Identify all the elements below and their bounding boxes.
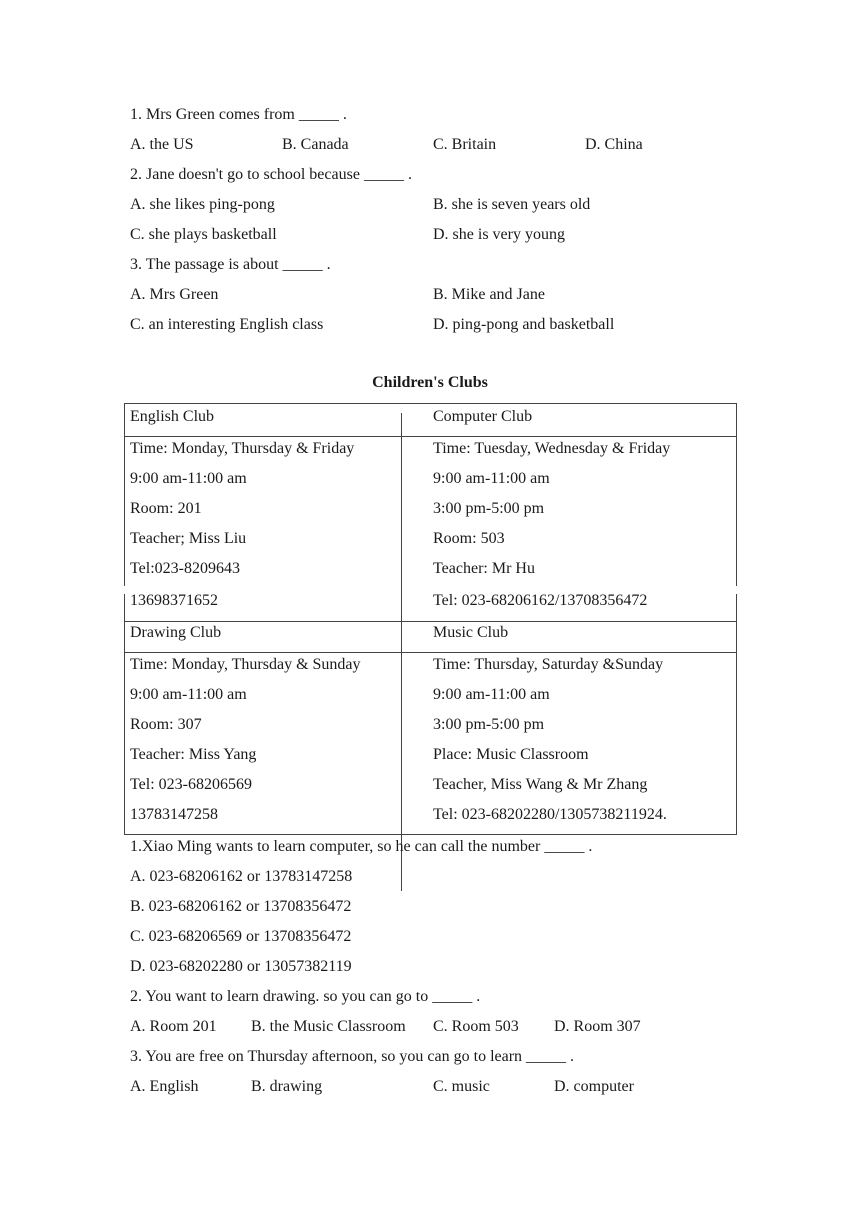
question-2-stem: 2. Jane doesn't go to school because _____ . bbox=[130, 166, 412, 183]
drawing-club-teacher: Teacher: Miss Yang bbox=[130, 746, 257, 763]
row-divider bbox=[124, 436, 737, 437]
english-club-time: Time: Monday, Thursday & Friday bbox=[130, 440, 355, 457]
computer-club-teacher: Teacher: Mr Hu bbox=[433, 560, 535, 577]
club-question-2-option-b: B. the Music Classroom bbox=[251, 1018, 406, 1035]
drawing-club-room: Room: 307 bbox=[130, 716, 202, 733]
drawing-club-mobile: 13783147258 bbox=[130, 806, 218, 823]
computer-club-hours-afternoon: 3:00 pm-5:00 pm bbox=[433, 500, 545, 517]
drawing-club-hours: 9:00 am-11:00 am bbox=[130, 686, 247, 703]
club-question-3-option-d: D. computer bbox=[554, 1078, 634, 1095]
club-question-1-option-c: C. 023-68206569 or 13708356472 bbox=[130, 928, 352, 945]
club-question-3-option-a: A. English bbox=[130, 1078, 199, 1095]
drawing-club-tel: Tel: 023-68206569 bbox=[130, 776, 252, 793]
music-club-hours-afternoon: 3:00 pm-5:00 pm bbox=[433, 716, 545, 733]
computer-club-tel: Tel: 023-68206162/13708356472 bbox=[433, 592, 648, 609]
row-divider bbox=[124, 621, 737, 622]
question-1-option-d: D. China bbox=[585, 136, 643, 153]
club-question-1-option-d: D. 023-68202280 or 13057382119 bbox=[130, 958, 352, 975]
question-3-option-c: C. an interesting English class bbox=[130, 316, 324, 333]
question-3-option-a: A. Mrs Green bbox=[130, 286, 219, 303]
club-question-1-stem: 1.Xiao Ming wants to learn computer, so he can call the number _____ . bbox=[130, 838, 593, 855]
row-divider bbox=[124, 652, 737, 653]
music-club-hours-morning: 9:00 am-11:00 am bbox=[433, 686, 550, 703]
question-2-option-a: A. she likes ping-pong bbox=[130, 196, 275, 213]
music-club-teacher: Teacher, Miss Wang & Mr Zhang bbox=[433, 776, 648, 793]
computer-club-hours-morning: 9:00 am-11:00 am bbox=[433, 470, 550, 487]
club-question-3-stem: 3. You are free on Thursday afternoon, so you can go to learn _____ . bbox=[130, 1048, 575, 1065]
music-club-name: Music Club bbox=[433, 624, 509, 641]
music-club-tel: Tel: 023-68202280/1305738211924. bbox=[433, 806, 667, 823]
drawing-club-time: Time: Monday, Thursday & Sunday bbox=[130, 656, 361, 673]
club-question-3-option-c: C. music bbox=[433, 1078, 490, 1095]
question-1-stem: 1. Mrs Green comes from _____ . bbox=[130, 106, 347, 123]
question-2-option-b: B. she is seven years old bbox=[433, 196, 591, 213]
question-3-stem: 3. The passage is about _____ . bbox=[130, 256, 331, 273]
english-club-tel: Tel:023-8209643 bbox=[130, 560, 240, 577]
club-question-1-option-a: A. 023-68206162 or 13783147258 bbox=[130, 868, 353, 885]
computer-club-name: Computer Club bbox=[433, 408, 533, 425]
club-question-2-option-a: A. Room 201 bbox=[130, 1018, 217, 1035]
question-3-option-d: D. ping-pong and basketball bbox=[433, 316, 615, 333]
question-3-option-b: B. Mike and Jane bbox=[433, 286, 545, 303]
computer-club-room: Room: 503 bbox=[433, 530, 505, 547]
column-divider bbox=[401, 413, 402, 891]
english-club-room: Room: 201 bbox=[130, 500, 202, 517]
club-question-2-option-d: D. Room 307 bbox=[554, 1018, 641, 1035]
club-question-3-option-b: B. drawing bbox=[251, 1078, 323, 1095]
english-club-mobile: 13698371652 bbox=[130, 592, 218, 609]
border-gap bbox=[123, 586, 126, 594]
border-gap bbox=[735, 586, 738, 594]
table-border bbox=[124, 403, 737, 835]
drawing-club-name: Drawing Club bbox=[130, 624, 222, 641]
question-1-option-c: C. Britain bbox=[433, 136, 497, 153]
club-question-2-option-c: C. Room 503 bbox=[433, 1018, 519, 1035]
question-2-option-d: D. she is very young bbox=[433, 226, 565, 243]
clubs-table-title: Children's Clubs bbox=[372, 374, 488, 391]
club-question-2-stem: 2. You want to learn drawing. so you can go to _____ . bbox=[130, 988, 481, 1005]
question-1-option-b: B. Canada bbox=[282, 136, 349, 153]
music-club-place: Place: Music Classroom bbox=[433, 746, 589, 763]
question-1-option-a: A. the US bbox=[130, 136, 194, 153]
english-club-teacher: Teacher; Miss Liu bbox=[130, 530, 247, 547]
question-2-option-c: C. she plays basketball bbox=[130, 226, 277, 243]
english-club-name: English Club bbox=[130, 408, 215, 425]
music-club-time: Time: Thursday, Saturday &Sunday bbox=[433, 656, 664, 673]
computer-club-time: Time: Tuesday, Wednesday & Friday bbox=[433, 440, 671, 457]
english-club-hours: 9:00 am-11:00 am bbox=[130, 470, 247, 487]
club-question-1-option-b: B. 023-68206162 or 13708356472 bbox=[130, 898, 352, 915]
